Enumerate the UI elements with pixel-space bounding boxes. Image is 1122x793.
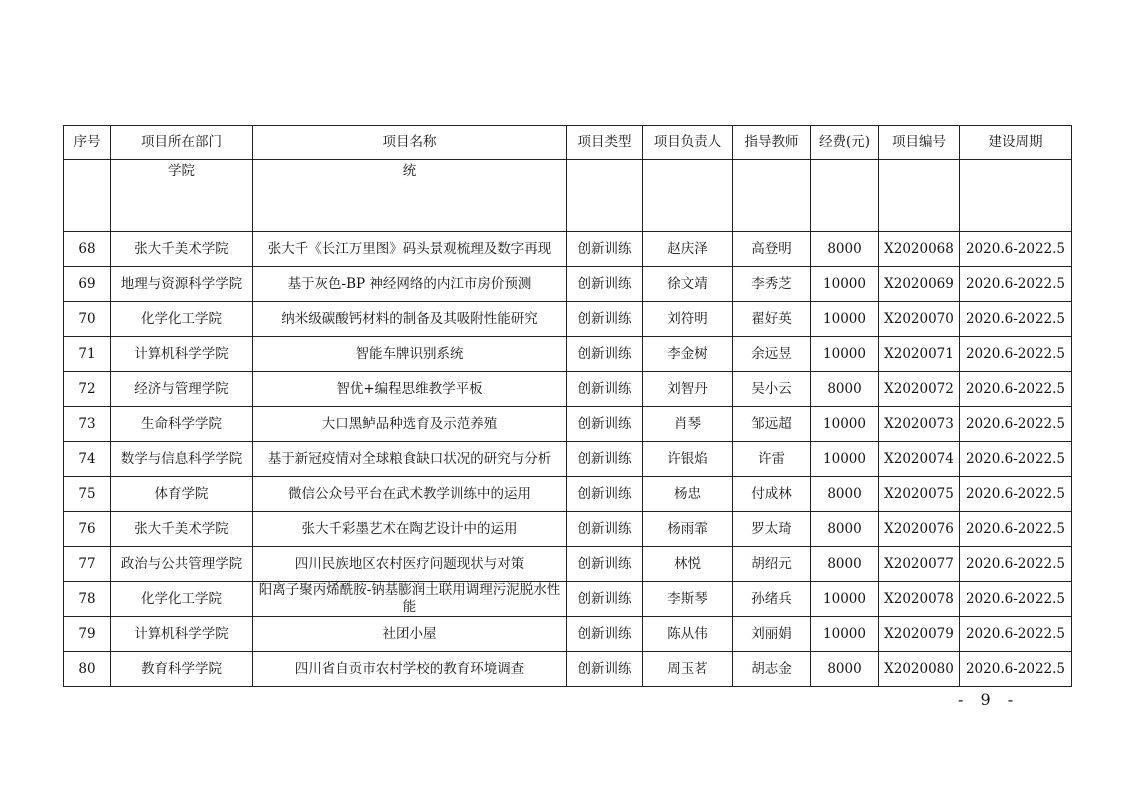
cell-code: X2020068	[879, 232, 960, 267]
cell-code: X2020080	[879, 652, 960, 687]
cell-period: 2020.6-2022.5	[960, 407, 1072, 442]
project-table	[63, 125, 1072, 687]
cell-period: 2020.6-2022.5	[960, 267, 1072, 302]
cell-type: 创新训练	[567, 582, 643, 617]
table-row	[64, 232, 1072, 267]
cell-department: 计算机科学学院	[111, 617, 253, 652]
cell-funds: 8000	[811, 652, 879, 687]
header-cell-no: 序号	[64, 126, 111, 160]
cell-leader: 杨雨霏	[643, 512, 733, 547]
cell-funds: 10000	[811, 582, 879, 617]
cell-advisor: 胡绍元	[733, 547, 811, 582]
table-row	[64, 337, 1072, 372]
cell-department: 政治与公共管理学院	[111, 547, 253, 582]
carryover-cell-period	[960, 160, 1072, 232]
cell-period: 2020.6-2022.5	[960, 337, 1072, 372]
cell-period: 2020.6-2022.5	[960, 232, 1072, 267]
cell-type: 创新训练	[567, 407, 643, 442]
cell-funds: 8000	[811, 477, 879, 512]
cell-funds: 10000	[811, 302, 879, 337]
cell-department: 数学与信息科学学院	[111, 442, 253, 477]
cell-type: 创新训练	[567, 372, 643, 407]
cell-type: 创新训练	[567, 652, 643, 687]
cell-project-name: 张大千彩墨艺术在陶艺设计中的运用	[253, 512, 567, 547]
header-cell-funds: 经费(元)	[811, 126, 879, 160]
cell-funds: 8000	[811, 232, 879, 267]
cell-code: X2020070	[879, 302, 960, 337]
cell-project-name: 四川民族地区农村医疗问题现状与对策	[253, 547, 567, 582]
table-row	[64, 372, 1072, 407]
cell-advisor: 刘丽娟	[733, 617, 811, 652]
cell-advisor: 高登明	[733, 232, 811, 267]
cell-leader: 赵庆泽	[643, 232, 733, 267]
carryover-cell-funds	[811, 160, 879, 232]
cell-period: 2020.6-2022.5	[960, 652, 1072, 687]
cell-project-name: 微信公众号平台在武术教学训练中的运用	[253, 477, 567, 512]
carryover-row	[64, 160, 1072, 232]
table-header-row	[64, 126, 1072, 160]
header-cell-name: 项目名称	[253, 126, 567, 160]
cell-leader: 杨忠	[643, 477, 733, 512]
cell-type: 创新训练	[567, 302, 643, 337]
cell-code: X2020075	[879, 477, 960, 512]
cell-code: X2020079	[879, 617, 960, 652]
carryover-cell-type	[567, 160, 643, 232]
page-number: - 9 -	[958, 690, 1020, 709]
table-row	[64, 617, 1072, 652]
cell-advisor: 罗太琦	[733, 512, 811, 547]
cell-department: 化学化工学院	[111, 302, 253, 337]
header-cell-period: 建设周期	[960, 126, 1072, 160]
cell-code: X2020076	[879, 512, 960, 547]
table-row	[64, 547, 1072, 582]
cell-code: X2020072	[879, 372, 960, 407]
cell-department: 经济与管理学院	[111, 372, 253, 407]
cell-project-name: 智优+编程思维教学平板	[253, 372, 567, 407]
cell-leader: 李斯琴	[643, 582, 733, 617]
cell-period: 2020.6-2022.5	[960, 617, 1072, 652]
cell-advisor: 邹远超	[733, 407, 811, 442]
table-row	[64, 442, 1072, 477]
cell-leader: 林悦	[643, 547, 733, 582]
carryover-cell-advisor	[733, 160, 811, 232]
cell-code: X2020074	[879, 442, 960, 477]
cell-no: 79	[64, 617, 111, 652]
cell-advisor: 余远昱	[733, 337, 811, 372]
cell-advisor: 孙绪兵	[733, 582, 811, 617]
cell-leader: 陈从伟	[643, 617, 733, 652]
cell-type: 创新训练	[567, 232, 643, 267]
cell-project-name: 阳离子聚丙烯酰胺-钠基膨润土联用调理污泥脱水性能	[253, 582, 567, 617]
cell-leader: 李金树	[643, 337, 733, 372]
cell-project-name: 张大千《长江万里图》码头景观梳理及数字再现	[253, 232, 567, 267]
cell-no: 72	[64, 372, 111, 407]
cell-department: 化学化工学院	[111, 582, 253, 617]
cell-no: 68	[64, 232, 111, 267]
carryover-cell-leader	[643, 160, 733, 232]
cell-project-name: 纳米级碳酸钙材料的制备及其吸附性能研究	[253, 302, 567, 337]
cell-no: 80	[64, 652, 111, 687]
cell-department: 地理与资源科学学院	[111, 267, 253, 302]
cell-no: 70	[64, 302, 111, 337]
header-cell-leader: 项目负责人	[643, 126, 733, 160]
cell-advisor: 翟好英	[733, 302, 811, 337]
cell-no: 75	[64, 477, 111, 512]
cell-funds: 10000	[811, 407, 879, 442]
cell-leader: 许银焰	[643, 442, 733, 477]
header-cell-type: 项目类型	[567, 126, 643, 160]
cell-project-name: 大口黑鲈品种选育及示范养殖	[253, 407, 567, 442]
cell-code: X2020073	[879, 407, 960, 442]
cell-advisor: 胡志金	[733, 652, 811, 687]
table-row	[64, 302, 1072, 337]
cell-department: 张大千美术学院	[111, 232, 253, 267]
cell-funds: 8000	[811, 547, 879, 582]
cell-project-name: 智能车牌识别系统	[253, 337, 567, 372]
cell-leader: 刘符明	[643, 302, 733, 337]
cell-department: 教育科学学院	[111, 652, 253, 687]
cell-funds: 8000	[811, 372, 879, 407]
header-cell-department: 项目所在部门	[111, 126, 253, 160]
cell-type: 创新训练	[567, 617, 643, 652]
cell-project-name: 社团小屋	[253, 617, 567, 652]
cell-leader: 徐文靖	[643, 267, 733, 302]
cell-period: 2020.6-2022.5	[960, 302, 1072, 337]
cell-funds: 10000	[811, 337, 879, 372]
table-row	[64, 582, 1072, 617]
cell-type: 创新训练	[567, 442, 643, 477]
cell-no: 74	[64, 442, 111, 477]
cell-project-name: 四川省自贡市农村学校的教育环境调查	[253, 652, 567, 687]
cell-department: 体育学院	[111, 477, 253, 512]
cell-no: 71	[64, 337, 111, 372]
cell-funds: 10000	[811, 267, 879, 302]
cell-department: 计算机科学学院	[111, 337, 253, 372]
cell-funds: 10000	[811, 442, 879, 477]
cell-code: X2020077	[879, 547, 960, 582]
cell-no: 78	[64, 582, 111, 617]
cell-no: 77	[64, 547, 111, 582]
cell-advisor: 付成林	[733, 477, 811, 512]
carryover-cell-code	[879, 160, 960, 232]
table-row	[64, 652, 1072, 687]
cell-type: 创新训练	[567, 477, 643, 512]
cell-no: 69	[64, 267, 111, 302]
table-row	[64, 267, 1072, 302]
carryover-cell-name: 统	[253, 160, 567, 232]
cell-project-name: 基于灰色-BP 神经网络的内江市房价预测	[253, 267, 567, 302]
table-row	[64, 477, 1072, 512]
header-cell-code: 项目编号	[879, 126, 960, 160]
cell-period: 2020.6-2022.5	[960, 477, 1072, 512]
cell-type: 创新训练	[567, 547, 643, 582]
cell-no: 76	[64, 512, 111, 547]
cell-type: 创新训练	[567, 267, 643, 302]
cell-period: 2020.6-2022.5	[960, 442, 1072, 477]
cell-no: 73	[64, 407, 111, 442]
cell-project-name: 基于新冠疫情对全球粮食缺口状况的研究与分析	[253, 442, 567, 477]
cell-department: 生命科学学院	[111, 407, 253, 442]
cell-department: 张大千美术学院	[111, 512, 253, 547]
cell-type: 创新训练	[567, 512, 643, 547]
cell-leader: 肖琴	[643, 407, 733, 442]
table-row	[64, 512, 1072, 547]
carryover-cell-department: 学院	[111, 160, 253, 232]
cell-code: X2020078	[879, 582, 960, 617]
cell-type: 创新训练	[567, 337, 643, 372]
carryover-cell-no	[64, 160, 111, 232]
cell-advisor: 吴小云	[733, 372, 811, 407]
cell-funds: 8000	[811, 512, 879, 547]
cell-period: 2020.6-2022.5	[960, 547, 1072, 582]
header-cell-advisor: 指导教师	[733, 126, 811, 160]
cell-advisor: 许雷	[733, 442, 811, 477]
cell-leader: 周玉茗	[643, 652, 733, 687]
cell-code: X2020071	[879, 337, 960, 372]
cell-period: 2020.6-2022.5	[960, 582, 1072, 617]
cell-period: 2020.6-2022.5	[960, 512, 1072, 547]
cell-code: X2020069	[879, 267, 960, 302]
cell-period: 2020.6-2022.5	[960, 372, 1072, 407]
cell-leader: 刘智丹	[643, 372, 733, 407]
table-row	[64, 407, 1072, 442]
cell-funds: 10000	[811, 617, 879, 652]
cell-advisor: 李秀芝	[733, 267, 811, 302]
